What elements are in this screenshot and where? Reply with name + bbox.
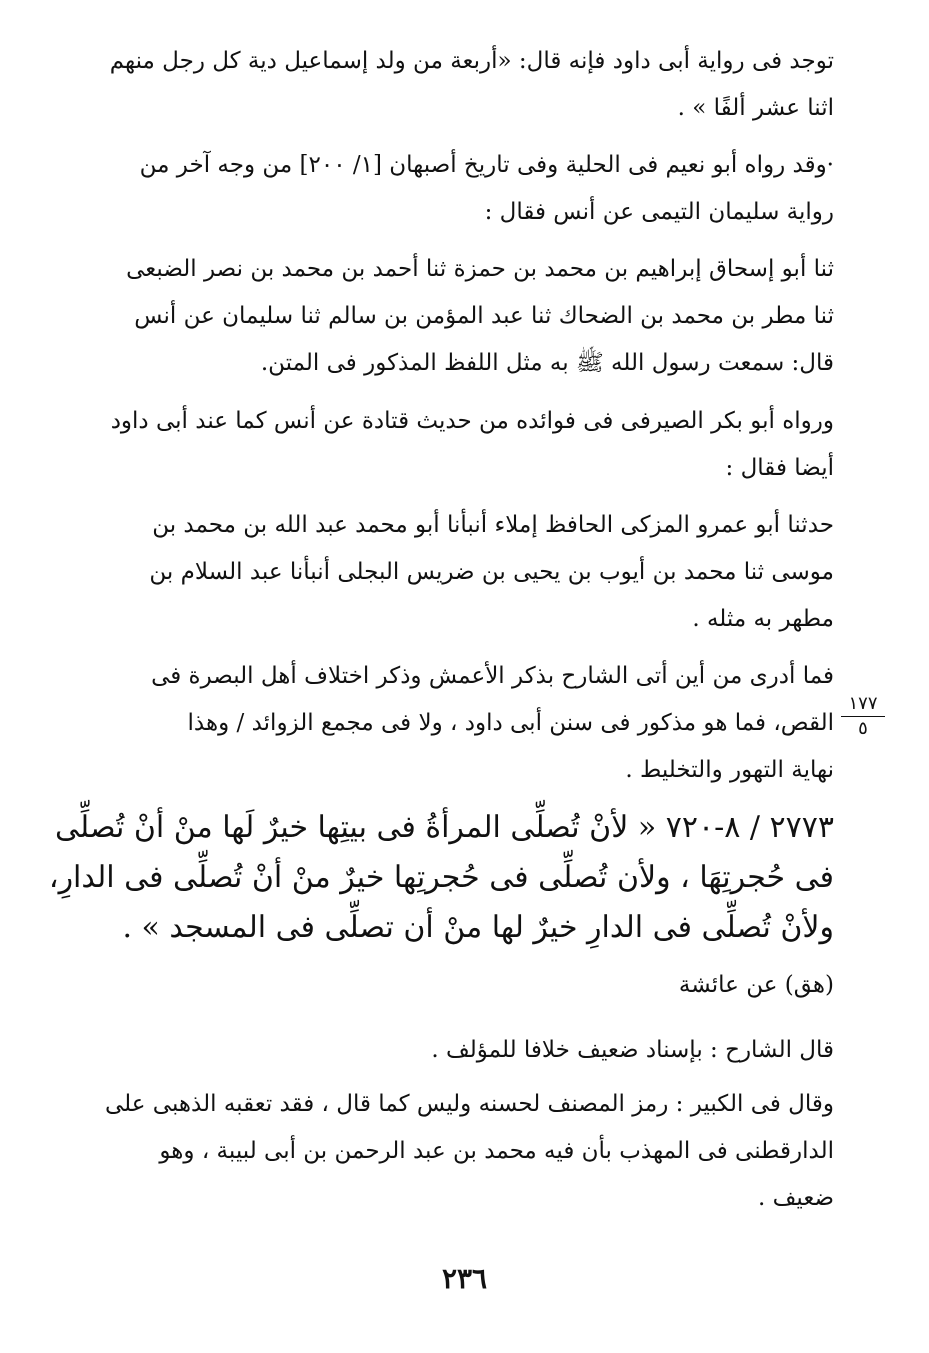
paragraph-4 bbox=[110, 398, 834, 492]
commentary-line: وقال فى الكبير : رمز المصنف لحسنه وليس كما قال ، فقد تعقبه الذهبى على bbox=[104, 1091, 834, 1117]
hadith-line: ولأنْ تُصلِّى فى الدارِ خيرٌ لها منْ أن تصلِّى فى المسجد » . bbox=[122, 910, 834, 945]
paragraph-line: ·وقد رواه أبو نعيم فى الحلية وفى تاريخ أصبهان [١/ ٢٠٠] من وجه آخر من bbox=[139, 152, 834, 178]
paragraph-line: موسى ثنا محمد بن أيوب بن يحيى بن ضريس البجلى أنبأنا عبد السلام بن bbox=[149, 559, 834, 585]
paragraph-1 bbox=[109, 38, 834, 132]
hadith-line: ٢٧٧٣ / ٨-٧٢٠ « لأنْ تُصلِّى المرأةُ فى بيتِها خيرٌ لَها منْ أنْ تُصلِّى bbox=[55, 810, 834, 845]
paragraph-line: حدثنا أبو عمرو المزكى الحافظ إملاء أنبأنا أبو محمد عبد الله بن محمد بن bbox=[152, 512, 834, 538]
paragraph-line: فما أدرى من أين أتى الشارح بذكر الأعمش وذكر اختلاف أهل البصرة فى bbox=[151, 663, 834, 689]
paragraph-5 bbox=[128, 502, 834, 643]
page-number: ٢٣٦ bbox=[441, 1262, 488, 1295]
commentary-1 bbox=[128, 1027, 834, 1074]
paragraph-2 bbox=[128, 142, 834, 236]
paragraph-line: القص، فما هو مذكور فى سنن أبى داود ، ولا فى مجمع الزوائد / وهذا bbox=[187, 710, 834, 736]
paragraph-line: قال: سمعت رسول الله ﷺ به مثل اللفظ المذكور فى المتن. bbox=[260, 350, 834, 376]
source-line: (هق) عن عائشة bbox=[678, 972, 834, 998]
margin-reference-top: ١٧٧ bbox=[848, 693, 878, 714]
commentary-line: ضعيف . bbox=[758, 1185, 834, 1211]
paragraph-line: ثنا مطر بن محمد بن الضحاك ثنا عبد المؤمن بن سالم ثنا سليمان عن أنس bbox=[134, 303, 834, 329]
margin-reference-bottom: ٥ bbox=[858, 718, 868, 739]
hadith-line: فى حُجرتِهَا ، ولأن تُصلِّى فى حُجرتِها خيرٌ منْ أنْ تُصلِّى فى الدارِ، bbox=[48, 860, 834, 895]
paragraph-line: اثنا عشر ألفًا » . bbox=[677, 95, 834, 121]
margin-rule bbox=[841, 716, 885, 717]
paragraph-line: أيضا فقال : bbox=[725, 455, 834, 481]
commentary-2 bbox=[104, 1081, 834, 1222]
paragraph-line: مطهر به مثله . bbox=[692, 606, 834, 632]
paragraph-6 bbox=[128, 653, 834, 794]
hadith-text bbox=[48, 803, 834, 953]
paragraph-line: نهاية التهور والتخليط . bbox=[625, 757, 834, 783]
margin-reference bbox=[838, 694, 888, 739]
paragraph-line: ثنا أبو إسحاق إبراهيم بن محمد بن حمزة ثنا أحمد بن محمد بن نصر الضبعى bbox=[126, 256, 834, 282]
paragraph-line: توجد فى رواية أبى داود فإنه قال: «أربعة من ولد إسماعيل دية كل رجل منهم bbox=[109, 48, 834, 74]
commentary-line: الدارقطنى فى المهذب بأن فيه محمد بن عبد الرحمن بن أبى لبيبة ، وهو bbox=[159, 1138, 834, 1164]
hadith-source bbox=[128, 962, 834, 1009]
paragraph-3 bbox=[128, 246, 834, 387]
paragraph-line: رواية سليمان التيمى عن أنس فقال : bbox=[484, 199, 834, 225]
paragraph-line: ورواه أبو بكر الصيرفى فى فوائده من حديث قتادة عن أنس كما عند أبى داود bbox=[110, 408, 834, 434]
commentary-line: قال الشارح : بإسناد ضعيف خلافا للمؤلف . bbox=[431, 1037, 834, 1063]
